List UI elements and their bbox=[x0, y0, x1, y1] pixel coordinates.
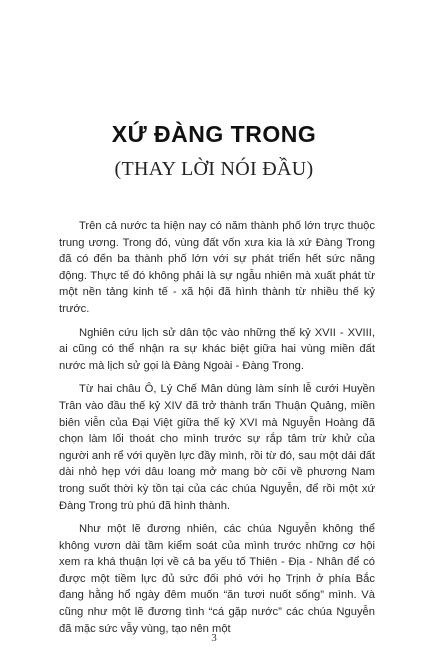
paragraph: Từ hai châu Ô, Lý Chế Mân dùng làm sính lễ cưới Huyền Trân vào đầu thế kỷ XIV đã trở thành trấn Thuận Quảng, miền biên viễn của Đại Việt giữa thế kỷ XVI mà Nguyễn Hoàng đã chọn làm lối thoát cho mình trước sự rắp tâm trừ khử của người anh rể với quyền lực đầy mình, rồi từ đó, sau một dải đất dài nhỏ hẹp với dâu loang mở mang bờ cõi về phương Nam trong suốt thời kỳ tồn tại của các chúa Nguyễn, để rồi một xứ Đàng Trong trù phú đã hình thành. bbox=[59, 383, 375, 512]
paragraph: Nghiên cứu lịch sử dân tộc vào những thế kỷ XVII - XVIII, ai cũng có thể nhận ra sự khác biệt giữa hai vùng miền đất nước mà lịch sử gọi là Đàng Ngoài - Đàng Trong. bbox=[59, 326, 375, 372]
chapter-subtitle: (THAY LỜI NÓI ĐẦU) bbox=[114, 158, 314, 180]
paragraph: Như một lẽ đương nhiên, các chúa Nguyễn không thể không vươn dài tầm kiểm soát của mình trước những cơ hội xem ra khá thuận lợi về cả ba yếu tố Thiên - Địa - Nhân để có được một tiềm lực đủ sức đối phó với họ Trịnh ở phía Bắc đang hằng hổ ngày đêm muốn “ăn tươi nuốt sống” mình. Và cũng như một lẽ đương tình “cá gặp nước” các chúa Nguyễn đã mặc sức vẫy vùng, tạo nên một bbox=[59, 523, 375, 635]
chapter-title: XỨ ĐÀNG TRONG bbox=[111, 121, 317, 147]
body-text bbox=[59, 218, 375, 644]
paragraph: Trên cả nước ta hiện nay có năm thành phố lớn trực thuộc trung ương. Trong đó, vùng đất vốn xưa kia là xứ Đàng Trong đã có đến ba thành phố lớn với sự phát triển hết sức năng động. Thực tế đó không phải là sự ngẫu nhiên mà xuất phát từ một nền tảng kinh tế - xã hội đã hình thành từ nhiều thế kỷ trước. bbox=[59, 220, 375, 315]
page-number: 3 bbox=[211, 632, 217, 644]
